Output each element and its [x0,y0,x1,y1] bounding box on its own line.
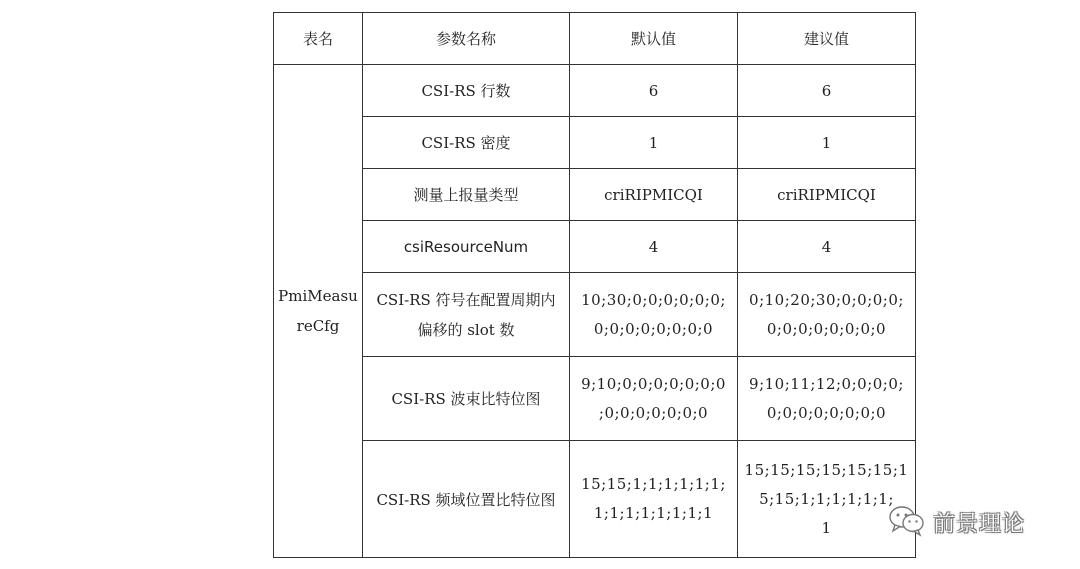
param-name-cell: CSI-RS 密度 [363,117,570,169]
suggested-value-cell: 9;10;11;12;0;0;0;0; 0;0;0;0;0;0;0;0 [738,357,916,441]
table-name-cell: PmiMeasu reCfg [274,65,363,558]
header-suggested-value: 建议值 [738,13,916,65]
header-row [274,13,916,65]
default-value-cell: 6 [570,65,738,117]
watermark [887,505,1025,539]
default-value-cell: 10;30;0;0;0;0;0;0; 0;0;0;0;0;0;0;0 [570,273,738,357]
table-row [274,169,916,221]
table-row [274,221,916,273]
suggested-value-cell: criRIPMICQI [738,169,916,221]
table-row [274,65,916,117]
default-value-cell: 15;15;1;1;1;1;1;1; 1;1;1;1;1;1;1;1 [570,441,738,558]
watermark-text: 前景理论 [933,511,1026,537]
suggested-value-cell: 1 [738,117,916,169]
default-value-cell: 1 [570,117,738,169]
header-default-value: 默认值 [570,13,738,65]
param-name-cell: csiResourceNum [363,221,570,273]
suggested-value-cell: 0;10;20;30;0;0;0;0; 0;0;0;0;0;0;0;0 [738,273,916,357]
table-row [274,357,916,441]
wechat-icon [887,503,927,541]
header-table-name: 表名 [274,13,363,65]
header-param-name: 参数名称 [363,13,570,65]
suggested-value-cell: 15;15;15;15;15;15;1 5;15;1;1;1;1;1;1; 1 [738,441,916,558]
table-row [274,117,916,169]
param-name-cell: CSI-RS 波束比特位图 [363,357,570,441]
default-value-cell: 9;10;0;0;0;0;0;0;0 ;0;0;0;0;0;0;0 [570,357,738,441]
table-row [274,441,916,558]
param-name-cell: CSI-RS 频域位置比特位图 [363,441,570,558]
param-name-cell: CSI-RS 符号在配置周期内 偏移的 slot 数 [363,273,570,357]
suggested-value-cell: 4 [738,221,916,273]
default-value-cell: criRIPMICQI [570,169,738,221]
parameter-table [273,12,916,558]
default-value-cell: 4 [570,221,738,273]
table-row [274,273,916,357]
param-name-cell: CSI-RS 行数 [363,65,570,117]
param-name-cell: 测量上报量类型 [363,169,570,221]
suggested-value-cell: 6 [738,65,916,117]
